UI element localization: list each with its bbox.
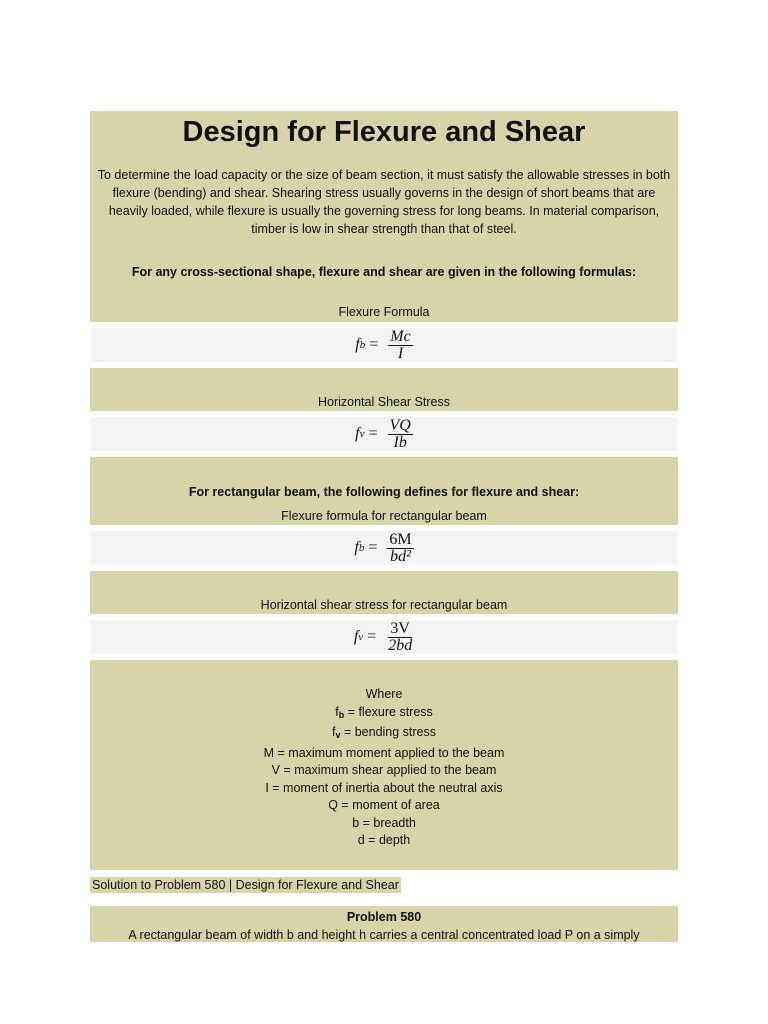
intro-section [90,111,678,303]
solution-link[interactable]: Solution to Problem 580 | Design for Flexure and Shear [92,877,399,892]
shear-label-band [90,368,678,411]
where-definitions [90,660,678,870]
flexure-formula-label: Flexure Formula [90,303,678,322]
shear-fraction: $\frac{VQ}{Ib}$ [389,416,411,451]
problem-580-section [90,906,678,942]
shear-formula: f v = $\frac{VQ}{Ib}$ [90,417,678,451]
flexure-fraction: $\frac{Mc}{I}$ [390,327,411,362]
rectangular-heading: For rectangular beam, the following defines for flexure and shear: [188,485,580,499]
rect-shear-label-band [90,571,678,614]
rectangular-section [90,457,678,525]
definition-fb: $f_b$ = flexure stress [335,704,433,720]
definition-i: I = moment of inertia about the neutral axis [265,780,503,795]
rect-shear-fraction: $\frac{3V}{2bd}$ [388,619,413,654]
definition-m: M = maximum moment applied to the beam [263,745,505,760]
document-page [90,111,678,942]
rect-flexure-formula: f b = $\frac{6M}{\text{bd²}}$ [90,531,678,565]
definition-q: Q = moment of area [328,798,440,812]
rect-shear-formula: f v = $\frac{3V}{2bd}$ [90,620,678,654]
problem-text: A rectangular beam of width b and height h carries a central concentrated load P on a simply [128,927,640,942]
flexure-formula: f b = $\frac{Mc}{I}$ [90,328,678,362]
shear-formula-label: Horizontal Shear Stress [317,395,450,409]
where-heading: Where [365,687,403,701]
definition-d: d = depth [357,833,411,847]
rect-shear-label: Horizontal shear stress for rectangular beam [260,598,508,612]
problem-title: Problem 580 [346,909,422,924]
page-title: Design for Flexure and Shear [182,116,586,148]
general-formulas-heading: For any cross-sectional shape, flexure and shear are given in the following formulas: [131,265,637,279]
rect-flexure-label: Flexure formula for rectangular beam [281,509,487,523]
definition-b: b = breadth [352,815,416,830]
definition-fv: $f_v$ = bending stress [331,725,437,740]
intro-paragraph: To determine the load capacity or the size of beam section, it must satisfy the allowable stresses in both flexure (bending) and shear. Shearing stress usually governs in the design of short beams that are heavily loaded, while flexure is usually the governing stress for long beams. In material comparison, timber is low in shear strength than that of steel. [97,168,671,236]
rect-flexure-fraction: $\frac{6M}{\text{bd²}}$ [389,530,412,565]
definition-v: V = maximum shear applied to the beam [271,763,497,777]
